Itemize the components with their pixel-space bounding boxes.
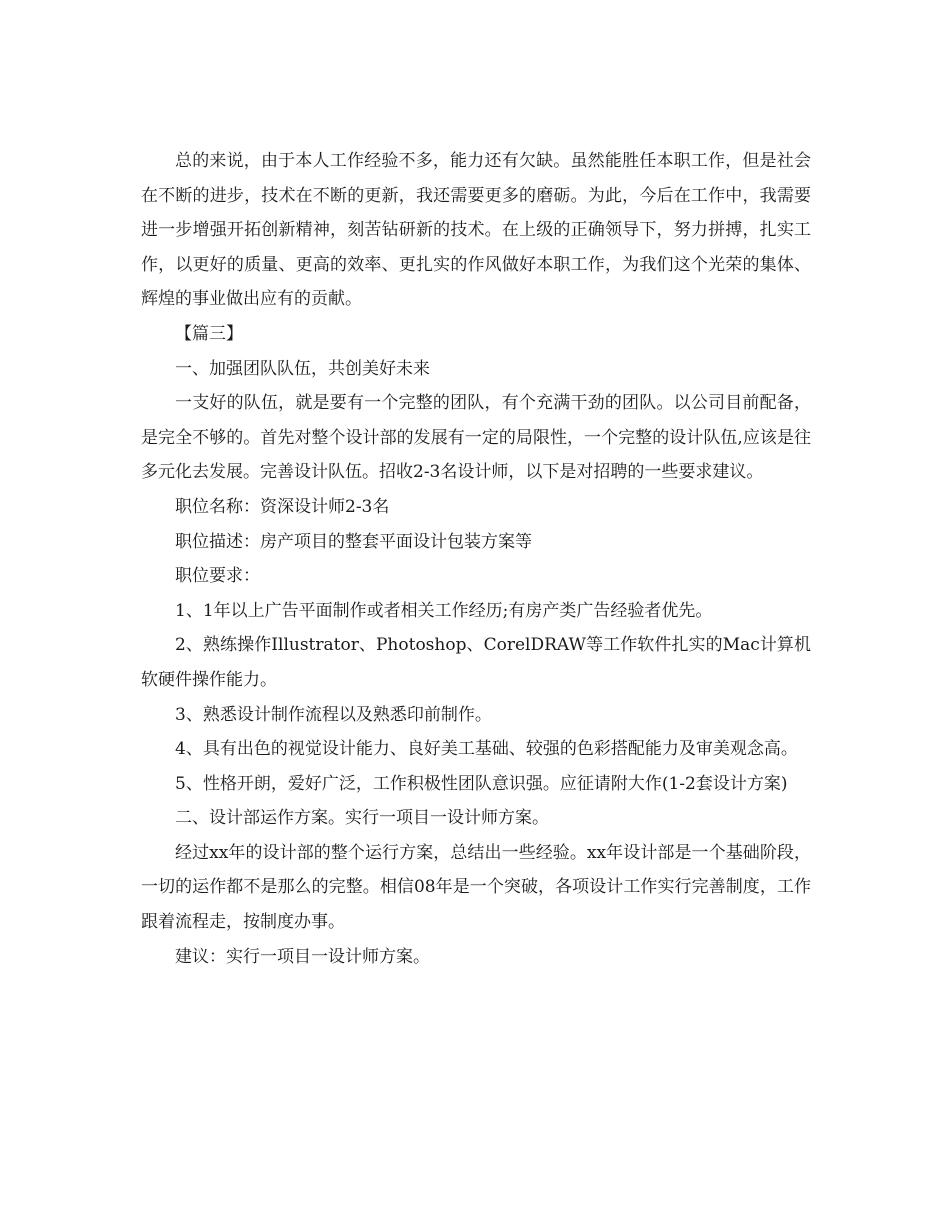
requirement-item-2: 2、熟练操作Illustrator、Photoshop、CorelDRAW等工作软件扎实的Mac计算机软硬件操作能力。 <box>141 635 811 690</box>
requirement-item-5: 5、性格开朗，爱好广泛，工作积极性团队意识强。应征请附大作(1-2套设计方案) <box>175 773 788 794</box>
job-requirements-label: 职位要求： <box>175 566 260 587</box>
requirement-item-1: 1、1年以上广告平面制作或者相关工作经历;有房产类广告经验者优先。 <box>175 600 713 621</box>
section-heading-part-three: 【篇三】 <box>175 323 243 344</box>
job-title-line: 职位名称：资深设计师2-3名 <box>175 496 390 517</box>
requirement-item-4: 4、具有出色的视觉设计能力、良好美工基础、较强的色彩搭配能力及审美观念高。 <box>175 739 798 760</box>
subheading-team-building: 一、加强团队队伍，共创美好未来 <box>175 358 430 379</box>
document-body <box>141 144 811 974</box>
paragraph-team-description: 一支好的队伍，就是要有一个完整的团队，有个充满干劲的团队。以公司目前配备，是完全不够的。首先对整个设计部的发展有一定的局限性，一个完整的设计队伍,应该是往多元化去发展。完善设计队伍。招收2-3名设计师，以下是对招聘的一些要求建议。 <box>141 393 811 483</box>
paragraph-summary: 总的来说，由于本人工作经验不多，能力还有欠缺。虽然能胜任本职工作，但是社会在不断的进步，技术在不断的更新，我还需要更多的磨砺。为此，今后在工作中，我需要进一步增强开拓创新精神，刻苦钻研新的技术。在上级的正确领导下，努力拼搏，扎实工作，以更好的质量、更高的效率、更扎实的作风做好本职工作，为我们这个光荣的集体、辉煌的事业做出应有的贡献。 <box>141 151 811 310</box>
job-description-line: 职位描述：房产项目的整套平面设计包装方案等 <box>175 531 532 552</box>
subheading-operation-plan: 二、设计部运作方案。实行一项目一设计师方案。 <box>175 808 549 829</box>
paragraph-suggestion: 建议：实行一项目一设计师方案。 <box>175 946 430 967</box>
paragraph-experience-summary: 经过xx年的设计部的整个运行方案，总结出一些经验。xx年设计部是一个基础阶段，一切的运作都不是那么的完整。相信08年是一个突破，各项设计工作实行完善制度，工作跟着流程走，按制度办事。 <box>141 842 811 933</box>
requirement-item-3: 3、熟悉设计制作流程以及熟悉印前制作。 <box>175 704 492 725</box>
